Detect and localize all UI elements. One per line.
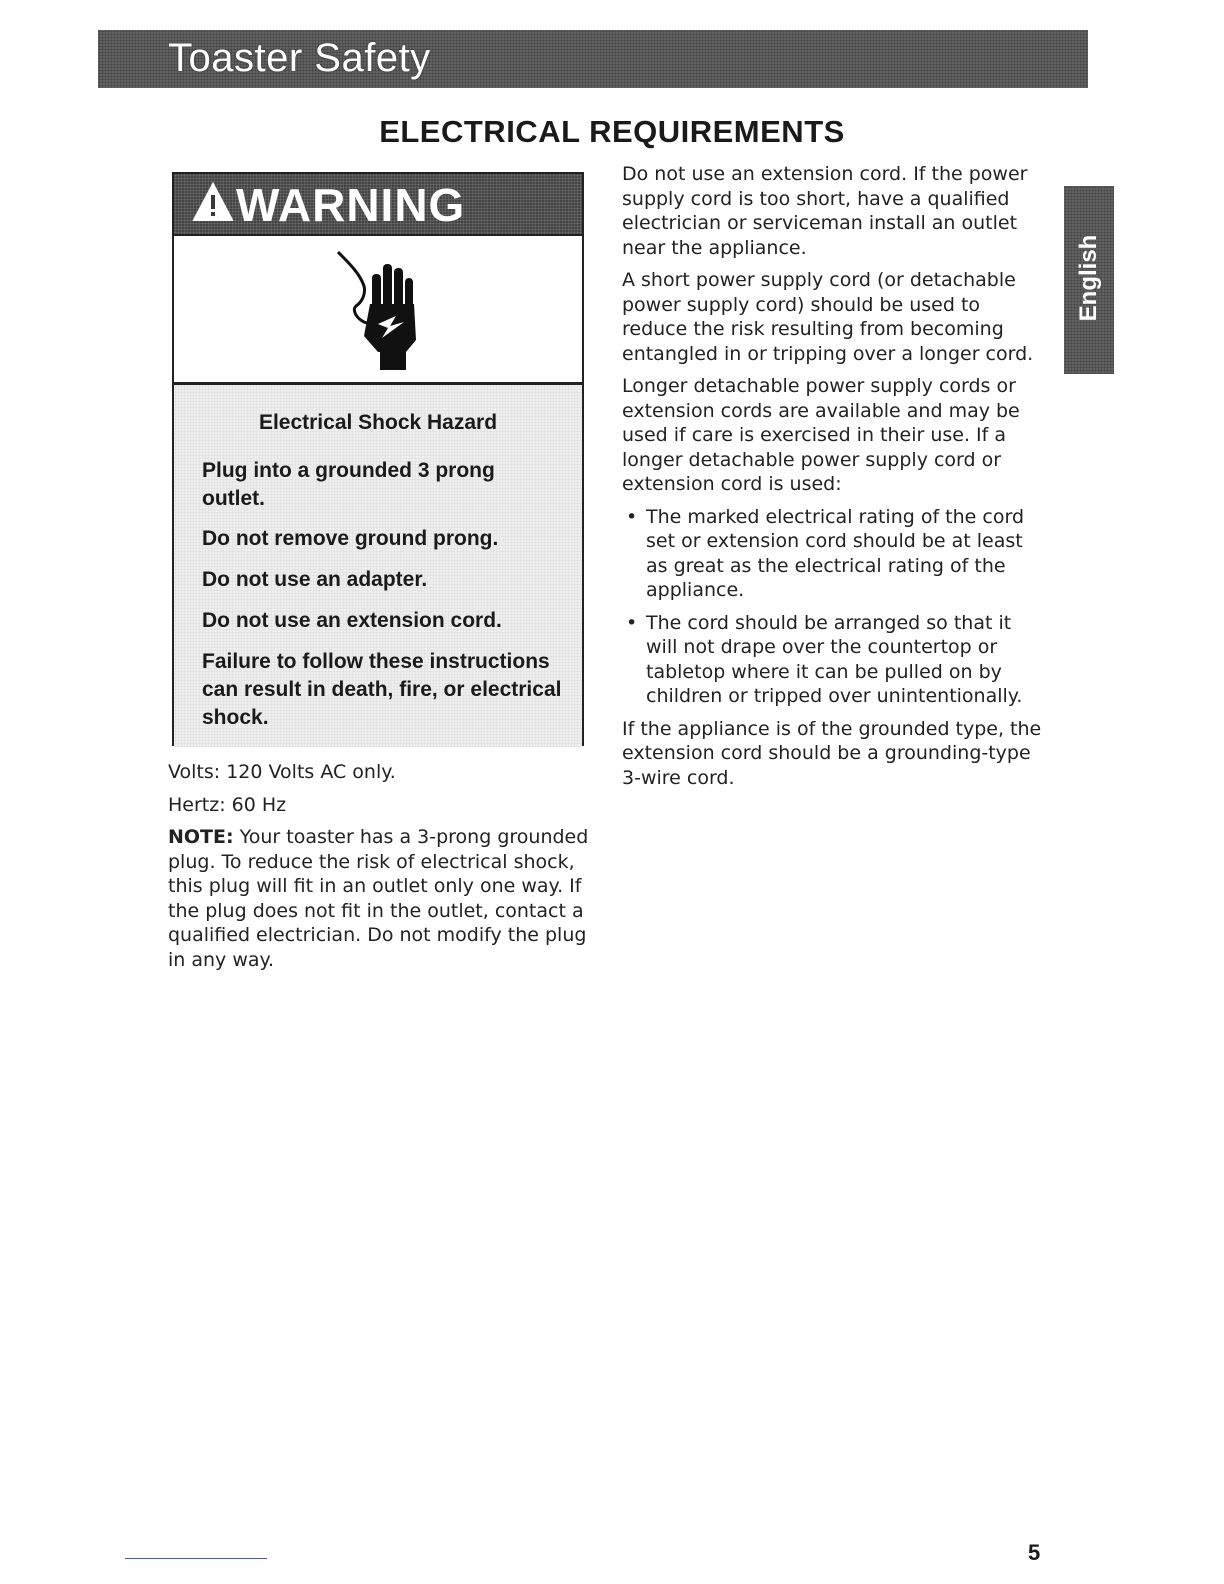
note-label: NOTE: <box>168 826 234 848</box>
paragraph: If the appliance is of the grounded type, the extension cord should be a grounding-type 3-wire cord. <box>622 717 1042 789</box>
warning-header <box>174 174 582 236</box>
bullet-list <box>622 505 1042 709</box>
warning-rule: Do not use an adapter. <box>202 568 428 591</box>
hertz-spec: Hertz: 60 Hz <box>168 793 287 816</box>
paragraph: Do not use an extension cord. If the power supply cord is too short, have a qualified electrician or serviceman install an outlet near the appliance. <box>622 163 1028 259</box>
paragraph: A short power supply cord (or detachable power supply cord) should be used to reduce the risk resulting from becoming entangled in or tripping over a longer cord. <box>622 269 1034 365</box>
list-item: • The marked electrical rating of the cord set or extension cord should be at least as great as the electrical rating of the appliance. <box>626 505 1025 601</box>
warning-box <box>172 172 584 746</box>
language-tab-label: English <box>1075 234 1102 322</box>
warning-text-area <box>174 382 582 747</box>
note-paragraph <box>168 825 598 972</box>
language-tab <box>1064 186 1114 374</box>
footer-line <box>125 1558 267 1559</box>
warning-label: WARNING <box>236 179 466 231</box>
page-number: 5 <box>1028 1540 1041 1565</box>
alert-triangle-icon <box>192 182 234 222</box>
bullet-icon: • <box>626 505 638 528</box>
left-column <box>168 760 598 980</box>
list-item: • The cord should be arranged so that it will not drape over the countertop or tabletop where it can be pulled on by children or tripped over unintentionally. <box>626 611 1023 707</box>
header-title: Toaster Safety <box>168 36 431 80</box>
volts-spec: Volts: 120 Volts AC only. <box>168 761 396 783</box>
note-text: Your toaster has a 3-prong grounded plug. To reduce the risk of electrical shock, this plug will fit in an outlet only one way. If the plug does not fit in the outlet, contact a qualified electrician. Do not modify the plug in any way. <box>168 826 589 971</box>
hazard-title: Electrical Shock Hazard <box>258 411 498 434</box>
bullet-icon: • <box>626 611 638 634</box>
warning-rule: Plug into a grounded 3 prong outlet. <box>202 459 495 510</box>
warning-rule: Failure to follow these instructions can result in death, fire, or electrical shock. <box>202 650 562 729</box>
warning-rule: Do not remove ground prong. <box>202 527 499 550</box>
header-bar <box>98 30 1088 88</box>
warning-rule: Do not use an extension cord. <box>202 609 502 632</box>
paragraph: Longer detachable power supply cords or extension cords are available and may be used if care is exercised in their use. If a longer detachable power supply cord or extension cord is used: <box>622 375 1020 495</box>
section-title: ELECTRICAL REQUIREMENTS <box>379 114 845 149</box>
right-column <box>622 162 1042 798</box>
electric-shock-hand-icon <box>334 244 434 374</box>
